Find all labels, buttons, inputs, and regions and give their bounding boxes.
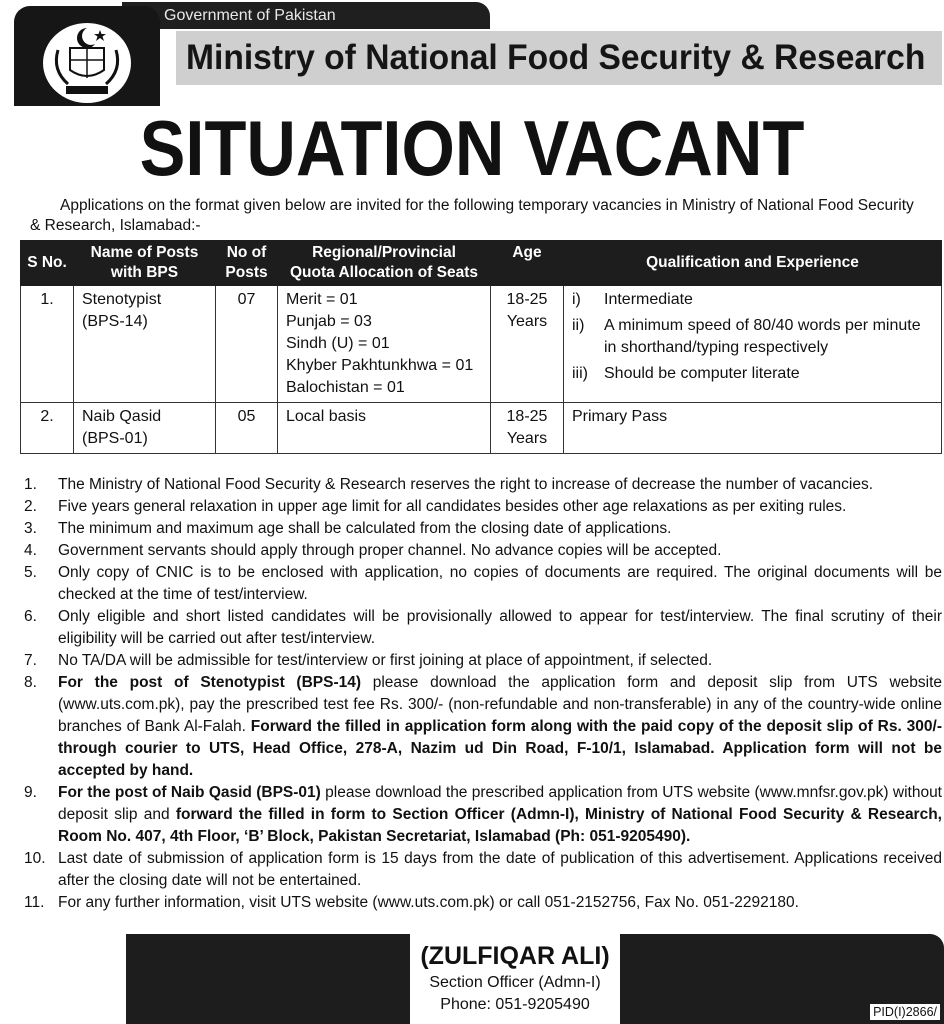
list-item: 7. No TA/DA will be admissible for test/interview or first joining at place of appointment, if selected.	[24, 652, 713, 669]
terms-list	[24, 474, 942, 914]
cell-sno: 2.	[21, 403, 74, 454]
header-age: Age	[491, 241, 564, 286]
header-post: Name of Posts with BPS	[74, 241, 216, 286]
emblem-panel	[14, 6, 160, 106]
list-item: 5. Only copy of CNIC is to be enclosed with application, no copies of documents are required. The original documents will be checked at the time of test/interview.	[24, 564, 942, 603]
officer-phone: Phone: 051-9205490	[440, 996, 590, 1013]
table-header-row	[21, 241, 942, 286]
cell-posts: 07	[216, 286, 278, 403]
officer-designation: Section Officer (Admn-I)	[429, 974, 601, 991]
table-row	[21, 403, 942, 454]
intro-line-2: & Research, Islamabad:-	[30, 217, 201, 234]
list-item: 10. Last date of submission of application form is 15 days from the date of publication of this advertisement. Applications received after the closing date will not be entertained.	[24, 850, 942, 889]
signature-block	[410, 934, 620, 1024]
cell-qualification: Primary Pass	[564, 403, 942, 454]
list-item: 4. Government servants should apply through proper channel. No advance copies will be accepted.	[24, 542, 722, 559]
header-sno: S No.	[21, 241, 74, 286]
list-item: iii) Should be computer literate	[572, 365, 800, 382]
intro-line-1: Applications on the format given below are invited for the following temporary vacancies in Ministry of National Food Security	[60, 197, 914, 214]
intro-text	[30, 196, 942, 236]
list-item: 11. For any further information, visit UTS website (www.uts.com.pk) or call 051-2152756, Fax No. 051-2292180.	[24, 894, 799, 911]
table-row	[21, 286, 942, 403]
header-qualification: Qualification and Experience	[564, 241, 942, 286]
state-emblem-icon	[40, 20, 134, 106]
cell-posts: 05	[216, 403, 278, 454]
list-item: 9. For the post of Naib Qasid (BPS-01) please download the prescribed application from UTS website (www.mnfsr.gov.pk) without deposit slip and forward the filled in form to Section Officer (Admn-I), Ministry of National Food Security & Research, Room No. 407, 4th Floor, ‘B’ Block, Pakistan Secretariat, Islamabad (Ph: 051-9205490).	[24, 784, 942, 845]
list-item: i) Intermediate	[572, 291, 693, 308]
page-title: SITUATION VACANT	[139, 104, 805, 192]
cell-qualification	[564, 286, 942, 403]
cell-age: 18-25 Years	[491, 403, 564, 454]
cell-age: 18-25 Years	[491, 286, 564, 403]
pid-number: PID(I)2866/	[870, 1004, 940, 1020]
ministry-title: Ministry of National Food Security & Research	[186, 38, 926, 77]
government-label: Government of Pakistan	[122, 2, 490, 29]
cell-quota: Local basis	[278, 403, 491, 454]
officer-name: (ZULFIQAR ALI)	[420, 942, 610, 970]
header-no-posts: No of Posts	[216, 241, 278, 286]
list-item: ii) A minimum speed of 80/40 words per minute in shorthand/typing respectively	[572, 317, 921, 356]
vacancy-table	[20, 240, 942, 454]
list-item: 8. For the post of Stenotypist (BPS-14) please download the application form and deposit slip from UTS website (www.uts.com.pk), pay the prescribed test fee Rs. 300/- (non-refundable and non-transferable) in any of the country-wide online branches of Bank Al-Falah. Forward the filled in application form along with the paid copy of the deposit slip of Rs. 300/- through courier to UTS, Head Office, 278-A, Nazim ud Din Road, F-10/1, Islamabad. Application form will not be accepted by hand.	[24, 674, 943, 779]
list-item: 6. Only eligible and short listed candidates will be provisionally allowed to appear for test/interview. The final scrutiny of their eligibility will be carried out after test/interview.	[24, 608, 942, 647]
header-quota: Regional/Provincial Quota Allocation of Seats	[278, 241, 491, 286]
cell-post: Stenotypist (BPS-14)	[74, 286, 216, 403]
cell-post: Naib Qasid (BPS-01)	[74, 403, 216, 454]
cell-sno: 1.	[21, 286, 74, 403]
cell-quota: Merit = 01 Punjab = 03 Sindh (U) = 01 Khyber Pakhtunkhwa = 01 Balochistan = 01	[278, 286, 491, 403]
list-item: 2. Five years general relaxation in upper age limit for all candidates besides other age relaxations as per exiting rules.	[24, 498, 847, 515]
list-item: 1. The Ministry of National Food Security & Research reserves the right to increase of decrease the number of vacancies.	[24, 476, 873, 493]
list-item: 3. The minimum and maximum age shall be calculated from the closing date of applications.	[24, 520, 672, 537]
